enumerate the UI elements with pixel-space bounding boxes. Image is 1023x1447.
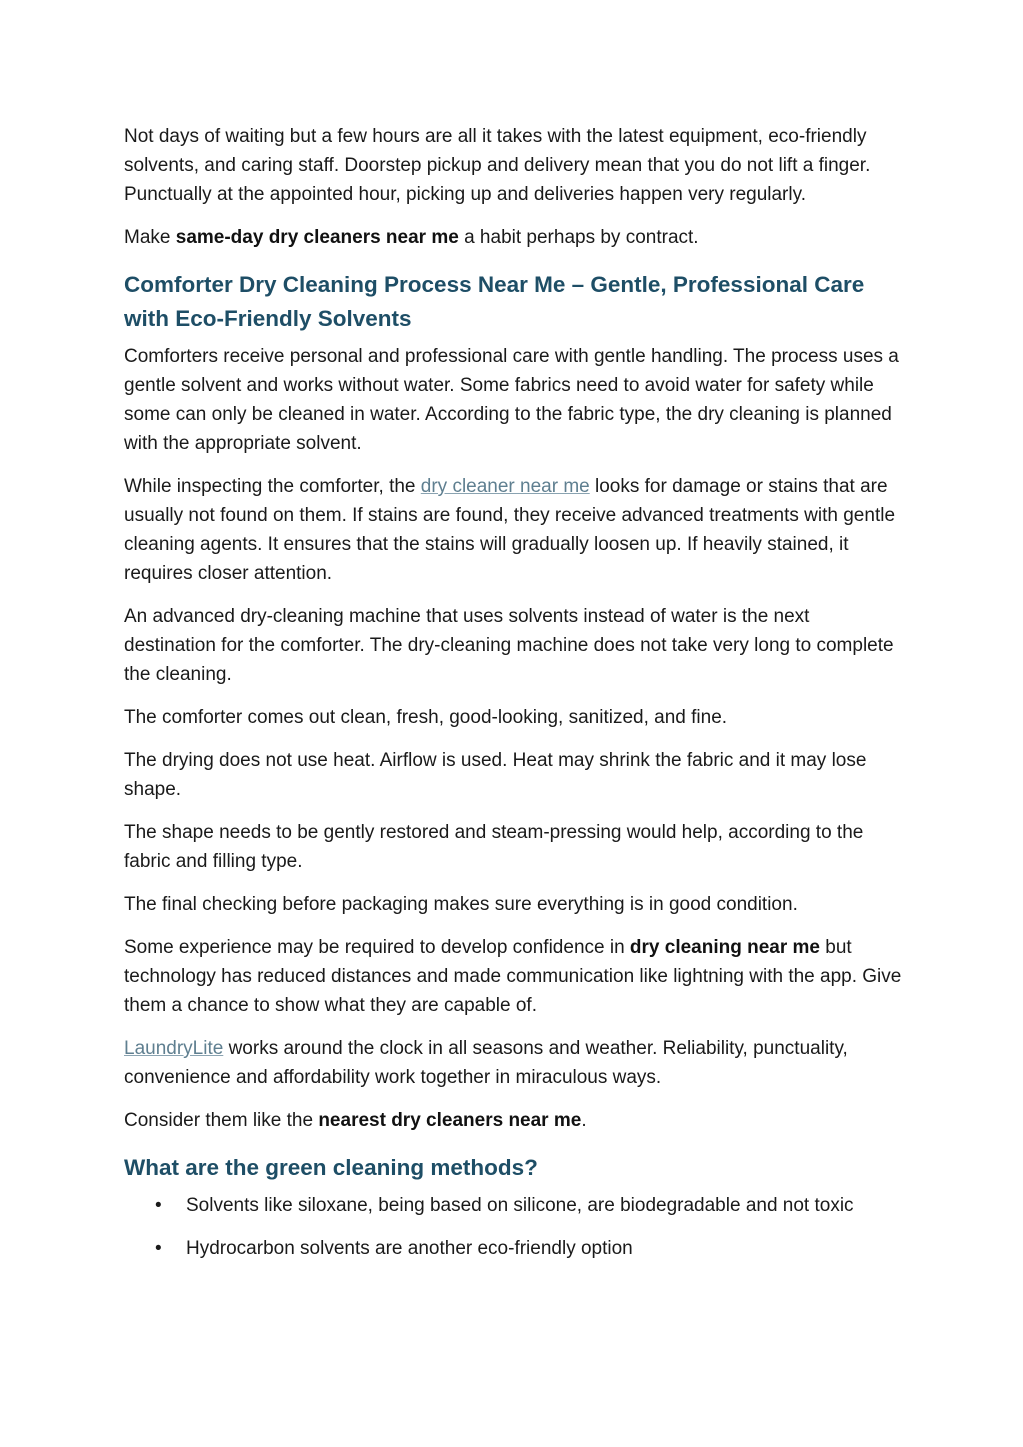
- paragraph-text: looks for damage or stains that are usually not found on them. If stains are found, they receive advanced treatments with gentle cleaning agents. It ensures that the stains will gradually loosen up. If heavily stained, it requires closer attention.: [124, 476, 896, 584]
- paragraph-text: but technology has reduced distances and made communication like lightning with the app. Give them a chance to show what they are capable of.: [124, 937, 902, 1016]
- paragraph-comforters: Comforters receive personal and professional care with gentle handling. The process uses a gentle solvent and works without water. Some fabrics need to avoid water for safety while some can only be cleaned in water. According to the fabric type, the dry cleaning is planned with the appropriate solvent.: [124, 346, 899, 454]
- paragraph-text: Consider them like the: [124, 1110, 319, 1131]
- list-item: [155, 1191, 904, 1220]
- section-heading-comforter: Comforter Dry Cleaning Process Near Me – Gentle, Professional Care with Eco-Friendly Solvents: [124, 272, 865, 331]
- bold-keyword: same-day dry cleaners near me: [175, 227, 459, 248]
- bold-keyword: nearest dry cleaners near me: [318, 1110, 582, 1131]
- paragraph-inspecting: [124, 472, 904, 588]
- dry-cleaner-near-me-link[interactable]: dry cleaner near me: [420, 476, 590, 497]
- paragraph-laundrylite: [124, 1034, 904, 1092]
- paragraph-machine: An advanced dry-cleaning machine that uses solvents instead of water is the next destination for the comforter. The dry-cleaning machine does not take very long to complete the cleaning.: [124, 606, 894, 685]
- bold-keyword: dry cleaning near me: [629, 937, 820, 958]
- paragraph-comes-out: The comforter comes out clean, fresh, good-looking, sanitized, and fine.: [124, 707, 728, 728]
- paragraph-experience: [124, 933, 904, 1020]
- list-item: [155, 1234, 904, 1263]
- bullet-icon: •: [155, 1195, 162, 1216]
- paragraph-same-day: [124, 223, 904, 252]
- paragraph-shape: The shape needs to be gently restored and steam-pressing would help, according to the fabric and filling type.: [124, 822, 864, 872]
- paragraph-text: .: [581, 1110, 587, 1131]
- paragraph-text: Make: [124, 227, 176, 248]
- paragraph-text: works around the clock in all seasons and weather. Reliability, punctuality, convenience and affordability work together in miraculous ways.: [124, 1038, 848, 1088]
- paragraph-drying: The drying does not use heat. Airflow is used. Heat may shrink the fabric and it may lose shape.: [124, 750, 867, 800]
- section-heading-green-methods: What are the green cleaning methods?: [124, 1155, 538, 1180]
- green-methods-list: [124, 1191, 904, 1263]
- paragraph-text: While inspecting the comforter, the: [124, 476, 421, 497]
- document-page: [124, 122, 904, 1277]
- paragraph-intro: Not days of waiting but a few hours are all it takes with the latest equipment, eco-friendly solvents, and caring staff. Doorstep pickup and delivery mean that you do not lift a finger. Punctually at the appointed hour, picking up and deliveries happen very regularly.: [124, 126, 871, 205]
- list-item-text: Solvents like siloxane, being based on silicone, are biodegradable and not toxic: [186, 1195, 854, 1216]
- paragraph-consider: [124, 1106, 904, 1135]
- paragraph-final-check: The final checking before packaging makes sure everything is in good condition.: [124, 894, 798, 915]
- paragraph-text: Some experience may be required to develop confidence in: [124, 937, 630, 958]
- list-item-text: Hydrocarbon solvents are another eco-friendly option: [186, 1238, 633, 1259]
- paragraph-text: a habit perhaps by contract.: [458, 227, 699, 248]
- laundrylite-link[interactable]: LaundryLite: [124, 1038, 224, 1059]
- bullet-icon: •: [155, 1238, 162, 1259]
